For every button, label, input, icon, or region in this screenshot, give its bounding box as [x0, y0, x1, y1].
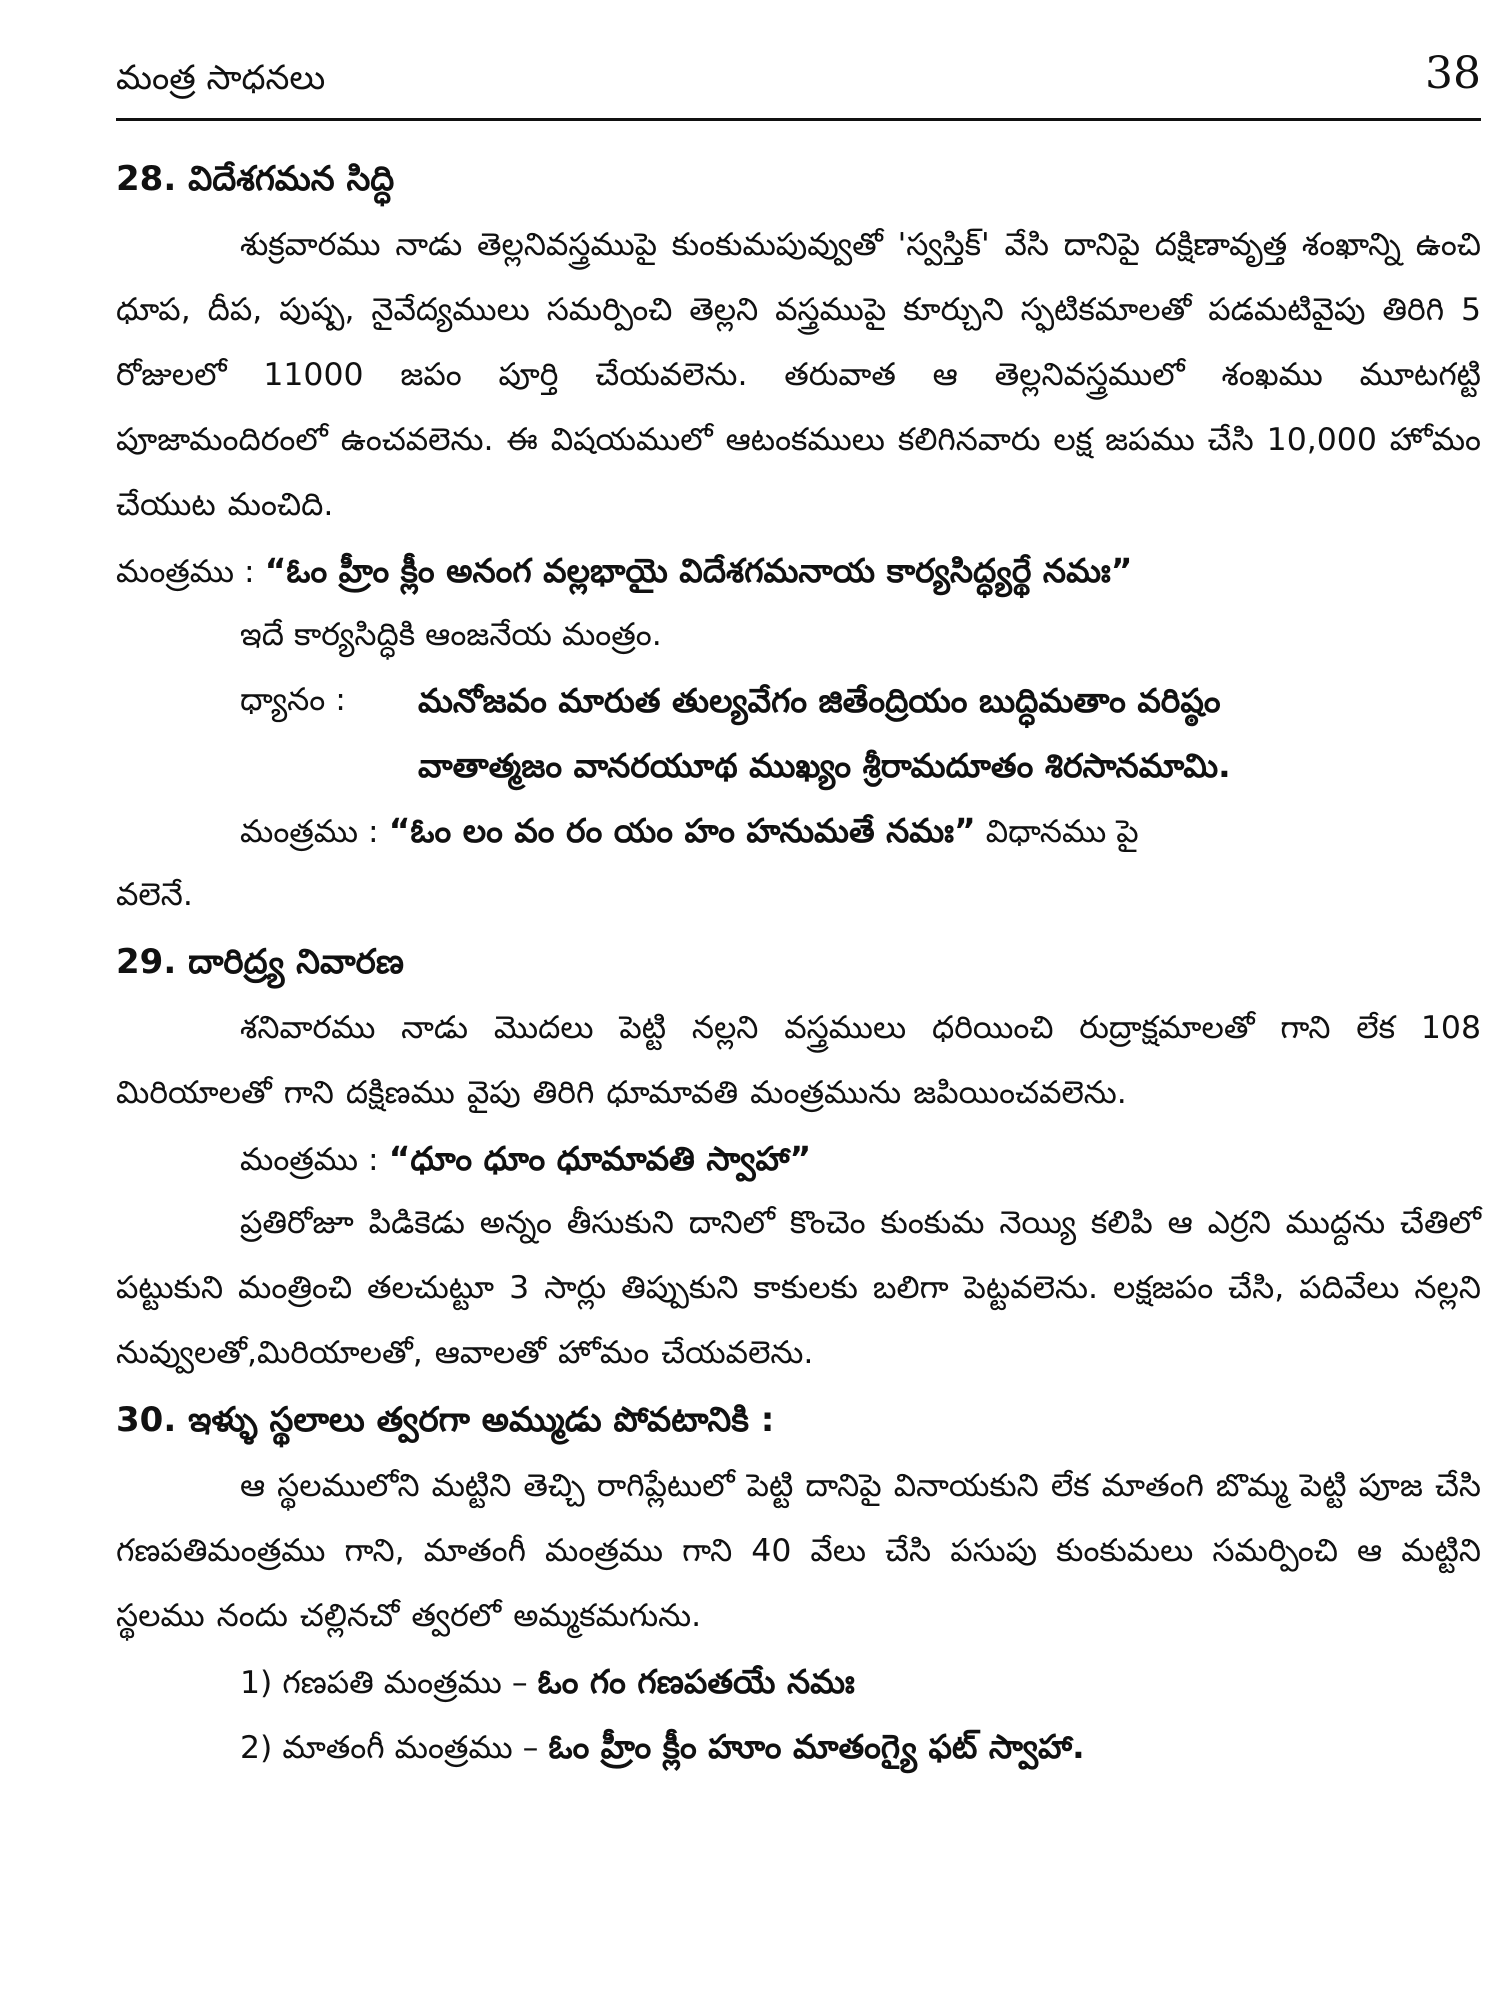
hanuman-mantra: “ఓం లం వం రం యం హం హనుమతే నమః”: [388, 811, 976, 850]
section-29-heading: 29. దారిద్ర్య నివారణ: [116, 942, 404, 982]
section-28-heading: 28. విదేశగమన సిద్ధి: [116, 159, 395, 199]
matangi-mantra: ఓం హ్రీం క్లీం హూం మాతంగ్యై ఫట్ స్వాహా.: [548, 1727, 1085, 1766]
section-28-mantra: “ఓం హ్రీం క్లీం అనంగ వల్లభాయై విదేశగమనాయ కార్యసిద్ధ్యర్థే నమః”: [264, 551, 1133, 590]
mantra-list-item-2: [116, 1714, 1481, 1779]
page-body: [116, 145, 1481, 1779]
dhyanam-line-2: వాతాత్మజం వానరయూథ ముఖ్యం శ్రీరామదూతం శిరసానమామి.: [418, 746, 1231, 785]
dhyanam-block: [116, 668, 1481, 798]
ganapati-mantra-label: 1) గణపతి మంత్రము –: [240, 1665, 528, 1701]
mantra-label: మంత్రము :: [240, 1142, 379, 1178]
mantra-list-item-1: [116, 1649, 1481, 1714]
dhyanam-line-1: మనోజవం మారుత తుల్యవేగం జితేంద్రియం బుద్ధిమతాం వరిష్ఠం: [418, 681, 1221, 720]
section-30-heading: 30. ఇళ్ళు స్థలాలు త్వరగా అమ్ముడు పోవటానికి :: [116, 1400, 775, 1440]
matangi-mantra-label: 2) మాతంగీ మంత్రము –: [240, 1730, 539, 1766]
dhumavati-mantra: “ధూం ధూం ధూమావతి స్వాహా”: [388, 1139, 812, 1178]
section-28-paragraph: శుక్రవారము నాడు తెల్లనివస్త్రముపై కుంకుమపువ్వుతో 'స్వస్తిక్' వేసి దానిపై దక్షిణావృత్త శంఖాన్ని ఉంచి ధూప, దీప, పుష్ప, నైవేద్యములు సమర్పించి తెల్లని వస్త్రముపై కూర్చుని స్ఫటికమాలతో పడమటివైపు తిరిగి 5 రోజులలో 11000 జపం పూర్తి చేయవలెను. తరువాత ఆ తెల్లనివస్త్రములో శంఖము మూటగట్టి పూజామందిరంలో ఉంచవలెను. ఈ విషయములో ఆటంకములు కలిగినవారు లక్ష జపము చేసి 10,000 హోమం చేయుట మంచిది.: [116, 227, 1481, 523]
mantra-label: మంత్రము :: [116, 554, 255, 590]
ganapati-mantra: ఓం గం గణపతయే నమః: [537, 1662, 855, 1701]
anjaneya-note: ఇదే కార్యసిద్ధికి ఆంజనేయ మంత్రం.: [240, 617, 662, 653]
mantra-label: మంత్రము :: [240, 814, 379, 850]
running-title: మంత్ర సాధనలు: [116, 58, 326, 98]
hanuman-mantra-line: [116, 798, 1481, 863]
page-header: [116, 48, 1481, 121]
section-28-mantra-line: [116, 538, 1481, 603]
section-29-mantra-line: [116, 1126, 1481, 1191]
hanuman-mantra-tail: విధానము పై: [985, 814, 1139, 850]
hanuman-mantra-continuation: వలెనే.: [116, 877, 193, 913]
dhyanam-label: ధ్యానం :: [240, 682, 346, 718]
section-30-paragraph: ఆ స్థలములోని మట్టిని తెచ్చి రాగిప్లేటులో పెట్టి దానిపై వినాయకుని లేక మాతంగి బొమ్మ పెట్టి పూజ చేసి గణపతిమంత్రము గాని, మాతంగీ మంత్రము గాని 40 వేలు చేసి పసుపు కుంకుమలు సమర్పించి ఆ మట్టిని స్థలము నందు చల్లినచో త్వరలో అమ్మకమగును.: [116, 1468, 1481, 1634]
page-number: 38: [1425, 48, 1481, 99]
section-29-paragraph-2: ప్రతిరోజూ పిడికెడు అన్నం తీసుకుని దానిలో కొంచెం కుంకుమ నెయ్యి కలిపి ఆ ఎర్రని ముద్దను చేతిలో పట్టుకుని మంత్రించి తలచుట్టూ 3 సార్లు తిప్పుకుని కాకులకు బలిగా పెట్టవలెను. లక్షజపం చేసి, పదివేలు నల్లని నువ్వులతో,మిరియాలతో, ఆవాలతో హోమం చేయవలెను.: [116, 1205, 1481, 1371]
section-29-paragraph-1: శనివారము నాడు మొదలు పెట్టి నల్లని వస్త్రములు ధరియించి రుద్రాక్షమాలతో గాని లేక 108 మిరియాలతో గాని దక్షిణము వైపు తిరిగి ధూమావతి మంత్రమును జపియించవలెను.: [116, 1010, 1481, 1111]
